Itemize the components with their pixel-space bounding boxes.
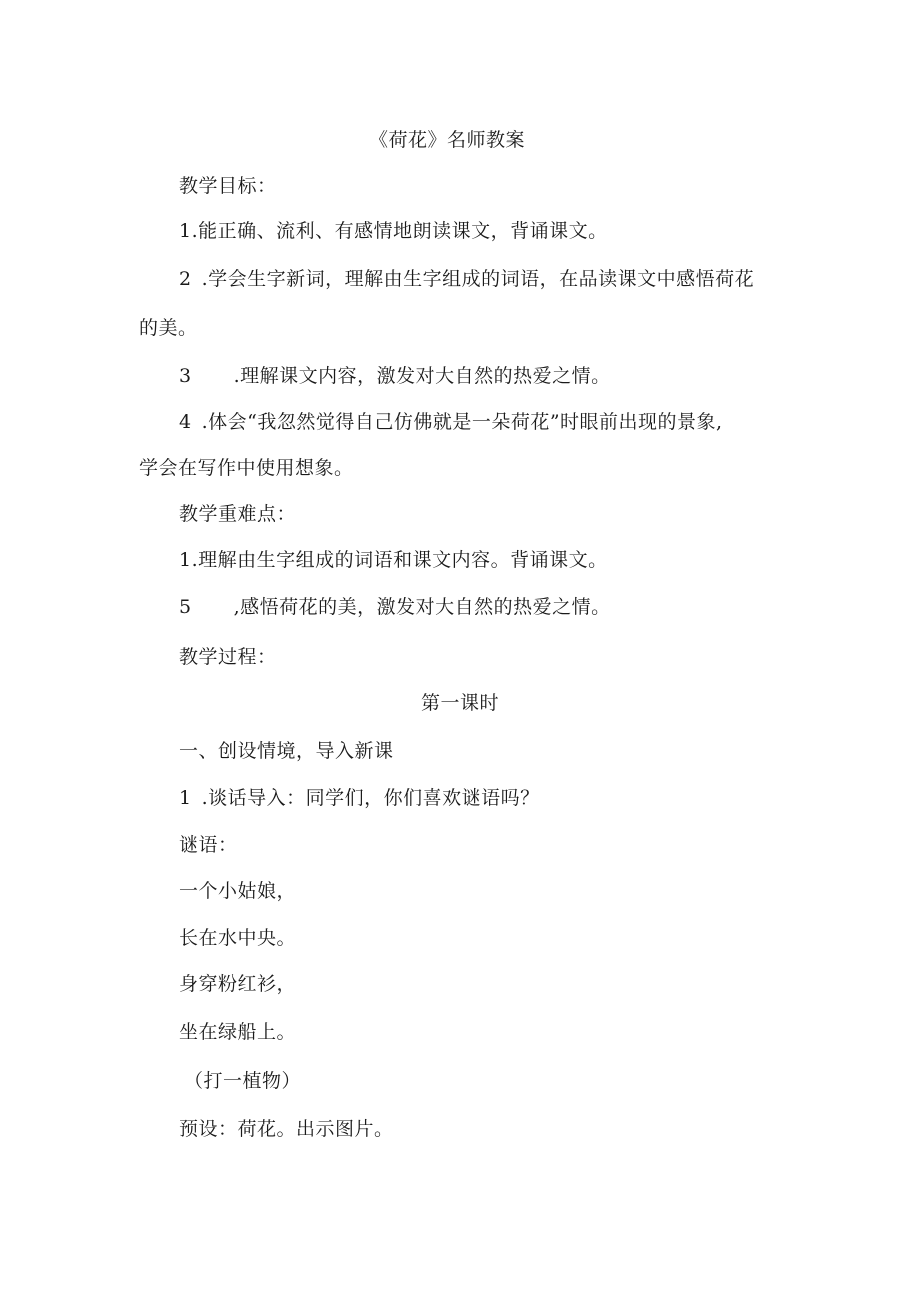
riddle-hint: （打一植物） [184, 1070, 302, 1092]
riddle-answer: 预设：荷花。出示图片。 [179, 1118, 394, 1140]
riddle-line-4: 坐在绿船上。 [179, 1021, 297, 1043]
goal-item-2-continuation: 的美。 [139, 317, 198, 339]
goal-item-2-text: .学会生字新词，理解由生字组成的词语，在品读课文中感悟荷花 [201, 268, 755, 290]
goal-item-3-text: .理解课文内容，激发对大自然的热爱之情。 [233, 365, 611, 387]
goal-item-2-number: 2 [179, 268, 192, 290]
goal-item-4-continuation: 学会在写作中使用想象。 [139, 457, 354, 479]
goals-heading: 教学目标： [179, 175, 277, 197]
riddle-line-2: 长在水中央。 [179, 927, 297, 949]
lesson-title: 第一课时 [421, 692, 500, 714]
goal-item-3 [179, 364, 611, 388]
riddle-label: 谜语： [179, 834, 238, 856]
document-title: 《荷花》名师教案 [369, 129, 526, 151]
step-1-number: 1 [179, 787, 192, 809]
key-point-2-number: 5 [179, 596, 192, 618]
goal-item-4-text: .体会“我忽然觉得自己仿佛就是一朵荷花”时眼前出现的景象, [201, 411, 723, 433]
key-points-heading: 教学重难点： [179, 503, 297, 525]
goal-item-2 [179, 267, 754, 291]
riddle-line-1: 一个小姑娘， [179, 880, 297, 902]
goal-item-4 [179, 410, 723, 434]
section-heading-1: 一、创设情境，导入新课 [179, 740, 394, 762]
goal-item-1: 1.能正确、流利、有感情地朗读课文，背诵课文。 [179, 220, 608, 242]
step-1-text: .谈话导入：同学们，你们喜欢谜语吗？ [201, 787, 540, 809]
process-heading: 教学过程： [179, 646, 277, 668]
key-point-1: 1.理解由生字组成的词语和课文内容。背诵课文。 [179, 549, 608, 571]
step-1 [179, 786, 540, 810]
goal-item-4-number: 4 [179, 411, 192, 433]
key-point-2 [179, 595, 611, 619]
goal-item-3-number: 3 [179, 365, 192, 387]
riddle-line-3: 身穿粉红衫， [179, 973, 297, 995]
key-point-2-text: ,感悟荷花的美，激发对大自然的热爱之情。 [233, 596, 611, 618]
